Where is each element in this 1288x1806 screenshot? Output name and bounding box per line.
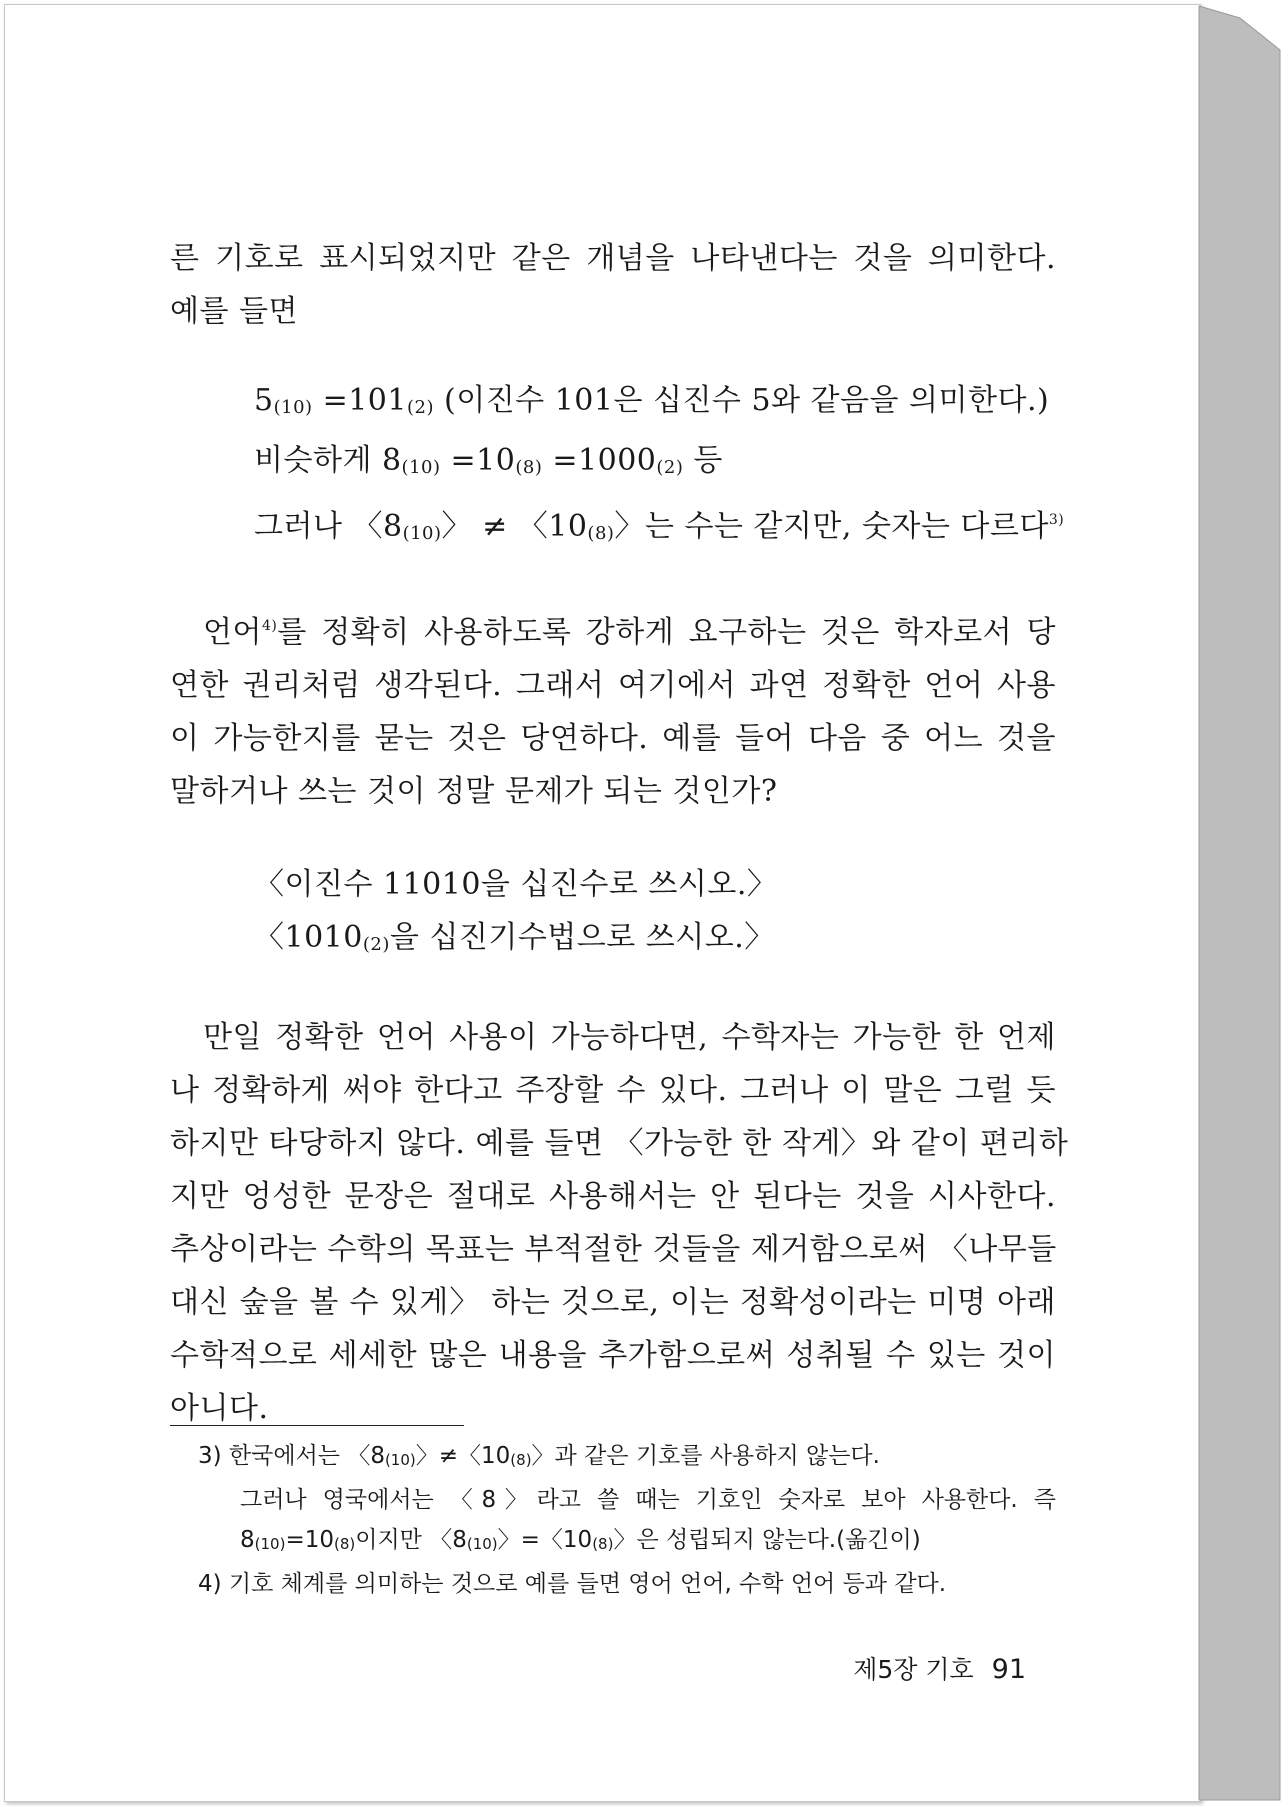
- text-line: 지만 엉성한 문장은 절대로 사용해서는 안 된다는 것을 시사한다.: [170, 1179, 1056, 1214]
- quote-line: 〈1010(2)을 십진기수법으로 쓰시오.〉: [254, 920, 775, 955]
- text-line: 수학적으로 세세한 많은 내용을 추가함으로써 성취될 수 있는 것이: [170, 1338, 1056, 1373]
- example-equation: 비슷하게 8(10) =10(8) =1000(2) 등: [254, 443, 723, 478]
- footnote-4: 4) 기호 체계를 의미하는 것으로 예를 들면 영어 언어, 수학 언어 등과 같다.: [198, 1571, 947, 1597]
- footnote-divider: [170, 1425, 464, 1426]
- text-line: 연한 권리처럼 생각된다. 그래서 여기에서 과연 정확한 언어 사용: [170, 668, 1056, 703]
- footnote-ref: 3): [1048, 512, 1065, 528]
- text-line: 하지만 타당하지 않다. 예를 들면 〈가능한 한 작게〉와 같이 편리하: [170, 1126, 1069, 1161]
- footnote-3: 3) 한국에서는 〈8(10)〉≠〈10(8)〉과 같은 기호를 사용하지 않는다.: [198, 1443, 880, 1469]
- footnote-3-cont: 그러나 영국에서는 〈8〉라고 쓸 때는 기호인 숫자로 보아 사용한다. 즉: [240, 1487, 1056, 1513]
- text-line: 아니다.: [170, 1391, 269, 1426]
- example-equation: 그러나 〈8(10)〉 ≠ 〈10(8)〉는 수는 같지만, 숫자는 다르다$^{3)}$: [254, 509, 1065, 544]
- text-line: 나 정확하게 써야 한다고 주장할 수 있다. 그러나 이 말은 그럴 듯: [170, 1073, 1056, 1108]
- book-side-face: [1199, 6, 1280, 1800]
- text-line: 른 기호로 표시되었지만 같은 개념을 나타낸다는 것을 의미한다.: [170, 241, 1056, 276]
- body-text: [170, 232, 1069, 1435]
- page-footer: [853, 1650, 1026, 1686]
- text-line: 대신 숲을 볼 수 있게〉 하는 것으로, 이는 정확성이라는 미명 아래: [170, 1285, 1056, 1320]
- page-number: 91: [991, 1654, 1026, 1685]
- chapter-title: 제5장 기호: [853, 1655, 974, 1684]
- quote-line: 〈이진수 11010을 십진수로 쓰시오.〉: [254, 867, 778, 902]
- text-line: 추상이라는 수학의 목표는 부적절한 것들을 제거함으로써 〈나무들: [170, 1232, 1057, 1267]
- example-equation: 5(10) =101(2) (이진수 101은 십진수 5와 같음을 의미한다.): [254, 383, 1050, 418]
- footnotes: [198, 1436, 1056, 1604]
- paragraph-first-line: 만일 정확한 언어 사용이 가능하다면, 수학자는 가능한 한 언제: [203, 1020, 1056, 1055]
- text-line: 말하거나 쓰는 것이 정말 문제가 되는 것인가?: [170, 774, 778, 809]
- text-line: 이 가능한지를 묻는 것은 당연하다. 예를 들어 다음 중 어느 것을: [170, 721, 1056, 756]
- footnote-3-cont: 8(10)=10(8)이지만 〈8(10)〉=〈10(8)〉은 성립되지 않는다.(옮긴이): [240, 1527, 921, 1553]
- paragraph-first-line: 언어$^{4)}$를 정확히 사용하도록 강하게 요구하는 것은 학자로서 당: [203, 615, 1056, 650]
- footnote-ref: 4): [261, 618, 278, 634]
- text-line: 예를 들면: [170, 294, 298, 329]
